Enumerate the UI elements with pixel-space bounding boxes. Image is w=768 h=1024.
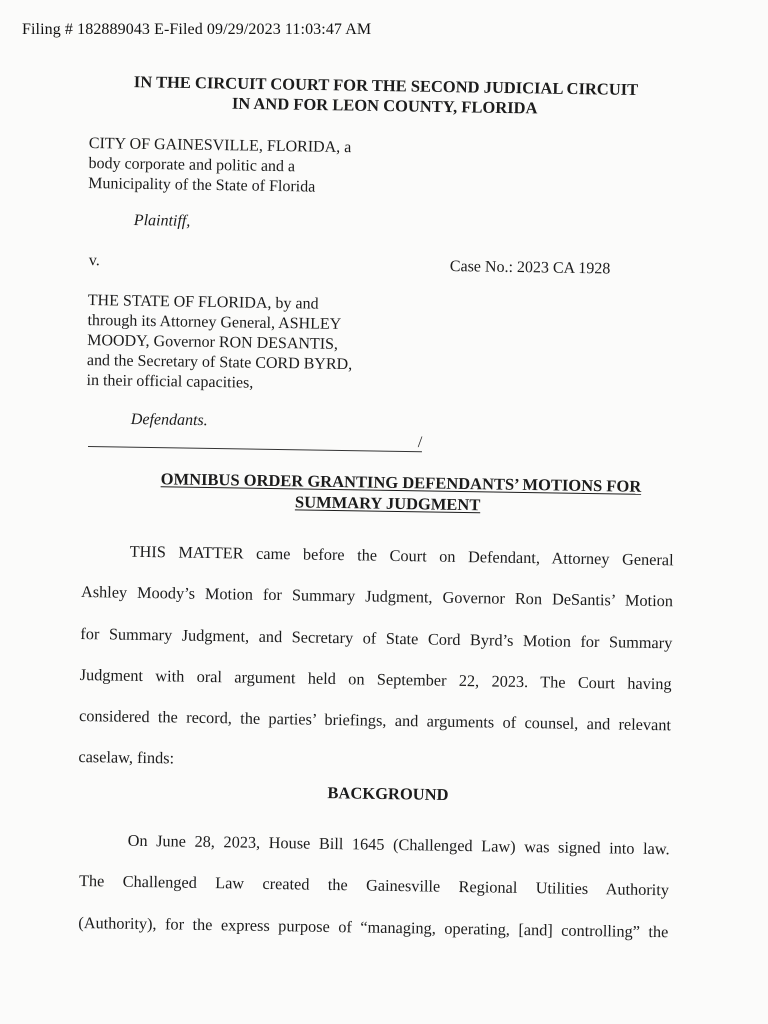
court-heading (0, 70, 768, 122)
plaintiff-name-block (88, 134, 351, 198)
defendant-line: in their official capacities, (86, 371, 254, 392)
paragraph-line: (Authority), for the express purpose of “managing, operating, [and] controlling” the (78, 912, 669, 941)
court-heading-line-2: IN AND FOR LEON COUNTY, FLORIDA (231, 93, 538, 118)
paragraph-line: considered the record, the parties’ briefings, and arguments of counsel, and relevant (78, 706, 672, 735)
section-heading-background: BACKGROUND (327, 783, 449, 805)
paragraph-line: The Challenged Law created the Gainesville Regional Utilities Authority (78, 871, 670, 900)
order-title (0, 466, 768, 520)
paragraph-line: On June 28, 2023, House Bill 1645 (Challenged Law) was signed into law. (127, 830, 670, 859)
defendant-line: THE STATE OF FLORIDA, by and (87, 291, 319, 313)
plaintiff-line: Municipality of the State of Florida (88, 174, 316, 196)
intro-paragraph (78, 530, 674, 787)
paragraph-line: THIS MATTER came before the Court on Defendant, Attorney General (129, 541, 674, 570)
background-paragraph (78, 819, 670, 952)
plaintiff-line: body corporate and politic and a (88, 154, 296, 176)
court-heading-line-1: IN THE CIRCUIT COURT FOR THE SECOND JUDICIAL CIRCUIT (133, 72, 639, 100)
filing-stamp: Filing # 182889043 E-Filed 09/29/2023 11:03:47 AM (22, 21, 372, 38)
caption-divider-line (88, 446, 422, 452)
defendant-line: MOODY, Governor RON DESANTIS, (87, 331, 339, 353)
defendants-name-block (86, 291, 353, 395)
defendant-line: and the Secretary of State CORD BYRD, (86, 351, 353, 374)
caption-slash: / (417, 434, 423, 452)
versus-label: v. (88, 252, 100, 270)
paragraph-line: for Summary Judgment, and Secretary of State Cord Byrd’s Motion for Summary (80, 623, 673, 652)
order-title-line-1: OMNIBUS ORDER GRANTING DEFENDANTS’ MOTIONS FOR (160, 469, 642, 496)
paragraph-line: caselaw, finds: (78, 747, 175, 768)
paragraph-line: Judgment with oral argument held on September 22, 2023. The Court having (79, 664, 672, 694)
paragraph-line: Ashley Moody’s Motion for Summary Judgment, Governor Ron DeSantis’ Motion (80, 582, 674, 611)
order-title-line-2: SUMMARY JUDGMENT (294, 492, 481, 515)
case-number: Case No.: 2023 CA 1928 (449, 258, 611, 278)
defendant-line: through its Attorney General, ASHLEY (87, 311, 342, 333)
plaintiff-line: CITY OF GAINESVILLE, FLORIDA, a (88, 134, 352, 157)
plaintiff-role-label: Plaintiff, (133, 212, 191, 230)
defendants-role-label: Defendants. (130, 411, 208, 430)
